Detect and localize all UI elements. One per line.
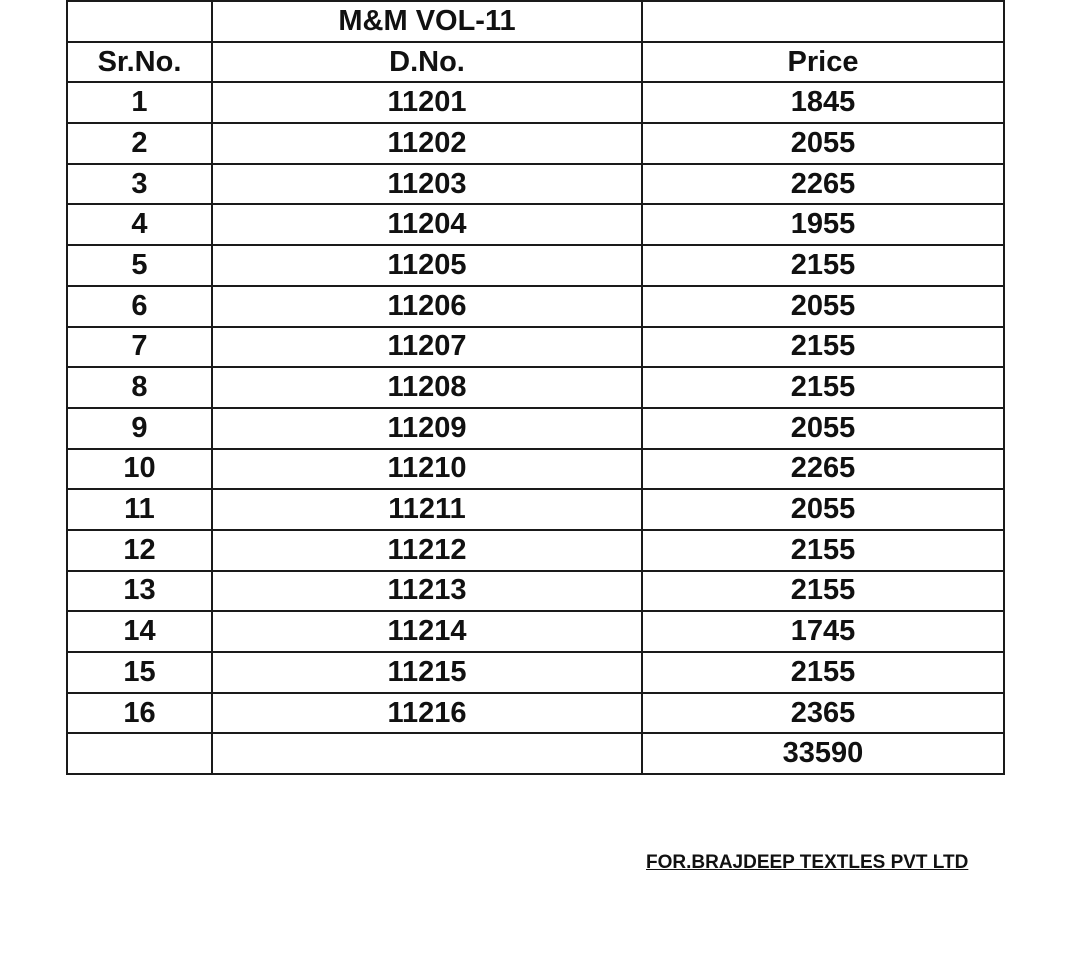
- d-no-cell: 11214: [212, 611, 642, 652]
- sr-no-cell: 8: [67, 367, 212, 408]
- d-no-cell: 11208: [212, 367, 642, 408]
- table-row: [67, 652, 1004, 693]
- price-cell: 2055: [642, 408, 1004, 449]
- price-cell: 2155: [642, 571, 1004, 612]
- d-no-cell: 11206: [212, 286, 642, 327]
- price-cell: 2265: [642, 164, 1004, 205]
- sr-no-cell: 11: [67, 489, 212, 530]
- table-row: [67, 367, 1004, 408]
- price-cell: 1955: [642, 204, 1004, 245]
- table-row: [67, 286, 1004, 327]
- table-row: [67, 408, 1004, 449]
- price-cell: 2055: [642, 123, 1004, 164]
- d-no-cell: 11204: [212, 204, 642, 245]
- table-row: [67, 123, 1004, 164]
- price-cell: 2265: [642, 449, 1004, 490]
- price-cell: 1745: [642, 611, 1004, 652]
- title-row: [67, 1, 1004, 42]
- sr-no-cell: 5: [67, 245, 212, 286]
- sr-no-cell: 3: [67, 164, 212, 205]
- d-no-cell: 11210: [212, 449, 642, 490]
- sr-no-cell: 4: [67, 204, 212, 245]
- table-row: [67, 82, 1004, 123]
- title-blank-cell: [642, 1, 1004, 42]
- d-no-cell: 11203: [212, 164, 642, 205]
- sr-no-cell: 1: [67, 82, 212, 123]
- table-row: [67, 693, 1004, 734]
- table-row: [67, 204, 1004, 245]
- sr-no-cell: 9: [67, 408, 212, 449]
- header-row: [67, 42, 1004, 83]
- d-no-cell: 11202: [212, 123, 642, 164]
- sr-no-cell: 13: [67, 571, 212, 612]
- table-row: [67, 530, 1004, 571]
- price-cell: 2155: [642, 245, 1004, 286]
- d-no-cell: 11213: [212, 571, 642, 612]
- sr-no-cell: 12: [67, 530, 212, 571]
- table-row: [67, 449, 1004, 490]
- price-cell: 2155: [642, 367, 1004, 408]
- total-blank-cell: [212, 733, 642, 774]
- d-no-cell: 11207: [212, 327, 642, 368]
- price-cell: 2155: [642, 327, 1004, 368]
- table-row: [67, 571, 1004, 612]
- sr-no-cell: 15: [67, 652, 212, 693]
- sr-no-cell: 10: [67, 449, 212, 490]
- price-cell: 1845: [642, 82, 1004, 123]
- d-no-cell: 11205: [212, 245, 642, 286]
- d-no-cell: 11201: [212, 82, 642, 123]
- sr-no-cell: 7: [67, 327, 212, 368]
- sr-no-cell: 2: [67, 123, 212, 164]
- sr-no-cell: 16: [67, 693, 212, 734]
- header-d-no: D.No.: [212, 42, 642, 83]
- price-cell: 2055: [642, 489, 1004, 530]
- table-row: [67, 489, 1004, 530]
- table-row: [67, 611, 1004, 652]
- table-row: [67, 164, 1004, 205]
- sr-no-cell: 6: [67, 286, 212, 327]
- title-blank-cell: [67, 1, 212, 42]
- total-row: [67, 733, 1004, 774]
- d-no-cell: 11212: [212, 530, 642, 571]
- table-title: M&M VOL-11: [212, 1, 642, 42]
- d-no-cell: 11209: [212, 408, 642, 449]
- price-table: [66, 0, 1005, 775]
- total-blank-cell: [67, 733, 212, 774]
- sr-no-cell: 14: [67, 611, 212, 652]
- header-sr-no: Sr.No.: [67, 42, 212, 83]
- price-cell: 2055: [642, 286, 1004, 327]
- table-row: [67, 327, 1004, 368]
- price-cell: 2365: [642, 693, 1004, 734]
- d-no-cell: 11216: [212, 693, 642, 734]
- price-cell: 2155: [642, 530, 1004, 571]
- total-price-cell: 33590: [642, 733, 1004, 774]
- company-signature: FOR.BRAJDEEP TEXTLES PVT LTD: [646, 852, 969, 873]
- table-row: [67, 245, 1004, 286]
- d-no-cell: 11215: [212, 652, 642, 693]
- price-cell: 2155: [642, 652, 1004, 693]
- header-price: Price: [642, 42, 1004, 83]
- d-no-cell: 11211: [212, 489, 642, 530]
